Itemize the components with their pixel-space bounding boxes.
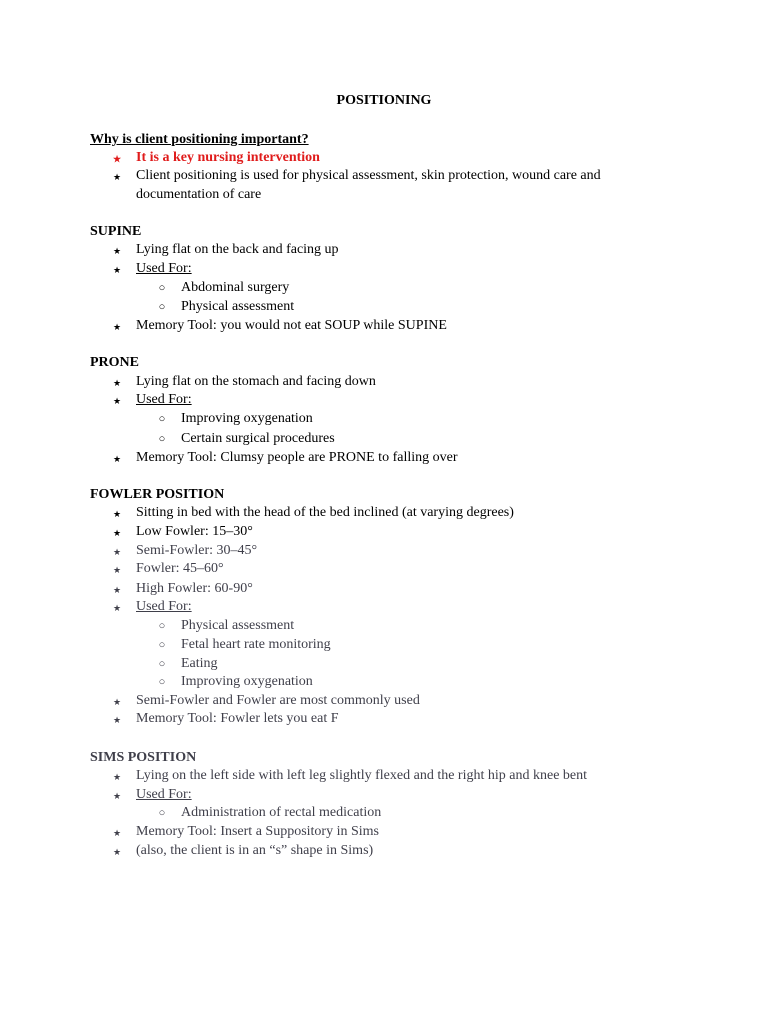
intro-heading: Why is client positioning important? (90, 132, 309, 147)
prone-bullet-1: Lying flat on the stomach and facing down (136, 374, 376, 389)
circle-bullet-icon: ○ (158, 413, 166, 425)
fowler-low: Low Fowler: 15–30° (136, 524, 253, 539)
prone-memory: Memory Tool: Clumsy people are PRONE to falling over (136, 450, 458, 465)
prone-used-for: Used For: (136, 392, 192, 407)
supine-used-for: Used For: (136, 261, 192, 276)
star-bullet-icon: ★ (112, 585, 122, 595)
circle-bullet-icon: ○ (158, 807, 166, 819)
fowler-fowler: Fowler: 45–60° (136, 561, 224, 576)
intro-bullet-2-line-1: Client positioning is used for physical assessment, skin protection, wound care and (136, 168, 601, 183)
fowler-high: High Fowler: 60-90° (136, 581, 253, 596)
sims-sub-1: Administration of rectal medication (181, 805, 382, 820)
fowler-memory: Memory Tool: Fowler lets you eat F (136, 711, 339, 726)
star-bullet-icon: ★ (112, 265, 122, 275)
star-bullet-icon: ★ (112, 697, 122, 707)
fowler-used-for: Used For: (136, 599, 192, 614)
supine-bullet-1: Lying flat on the back and facing up (136, 242, 339, 257)
fowler-bullet-1: Sitting in bed with the head of the bed inclined (at varying degrees) (136, 505, 514, 520)
circle-bullet-icon: ○ (158, 639, 166, 651)
star-bullet-icon: ★ (112, 246, 122, 256)
star-bullet-icon: ★ (112, 378, 122, 388)
fowler-sub-4: Improving oxygenation (181, 674, 313, 689)
star-bullet-icon: ★ (112, 715, 122, 725)
circle-bullet-icon: ○ (158, 620, 166, 632)
star-bullet-icon: ★ (112, 154, 122, 164)
star-bullet-icon: ★ (112, 565, 122, 575)
supine-memory: Memory Tool: you would not eat SOUP while SUPINE (136, 318, 447, 333)
fowler-heading: FOWLER POSITION (90, 487, 225, 502)
star-bullet-icon: ★ (112, 454, 122, 464)
sims-memory: Memory Tool: Insert a Suppository in Sims (136, 824, 379, 839)
intro-bullet-2-line-2: documentation of care (136, 187, 262, 202)
star-bullet-icon: ★ (112, 847, 122, 857)
fowler-sub-1: Physical assessment (181, 618, 295, 633)
sims-used-for: Used For: (136, 787, 192, 802)
sims-bullet-1: Lying on the left side with left leg slightly flexed and the right hip and knee bent (136, 768, 588, 783)
supine-sub-2: Physical assessment (181, 299, 295, 314)
prone-sub-2: Certain surgical procedures (181, 431, 335, 446)
star-bullet-icon: ★ (112, 791, 122, 801)
prone-heading: PRONE (90, 355, 139, 370)
circle-bullet-icon: ○ (158, 301, 166, 313)
intro-bullet-1: It is a key nursing intervention (136, 150, 320, 165)
fowler-semi: Semi-Fowler: 30–45° (136, 543, 258, 558)
star-bullet-icon: ★ (112, 547, 122, 557)
circle-bullet-icon: ○ (158, 282, 166, 294)
page-title: POSITIONING (336, 93, 432, 108)
circle-bullet-icon: ○ (158, 676, 166, 688)
star-bullet-icon: ★ (112, 603, 122, 613)
sims-note: (also, the client is in an “s” shape in Sims) (136, 843, 374, 858)
star-bullet-icon: ★ (112, 509, 122, 519)
supine-sub-1: Abdominal surgery (181, 280, 290, 295)
fowler-sub-2: Fetal heart rate monitoring (181, 637, 331, 652)
prone-sub-1: Improving oxygenation (181, 411, 313, 426)
star-bullet-icon: ★ (112, 396, 122, 406)
fowler-common: Semi-Fowler and Fowler are most commonly used (136, 693, 420, 708)
sims-heading: SIMS POSITION (90, 750, 197, 765)
star-bullet-icon: ★ (112, 528, 122, 538)
star-bullet-icon: ★ (112, 322, 122, 332)
circle-bullet-icon: ○ (158, 658, 166, 670)
star-bullet-icon: ★ (112, 828, 122, 838)
star-bullet-icon: ★ (112, 772, 122, 782)
fowler-sub-3: Eating (181, 656, 218, 671)
circle-bullet-icon: ○ (158, 433, 166, 445)
supine-heading: SUPINE (90, 224, 142, 239)
star-bullet-icon: ★ (112, 172, 122, 182)
